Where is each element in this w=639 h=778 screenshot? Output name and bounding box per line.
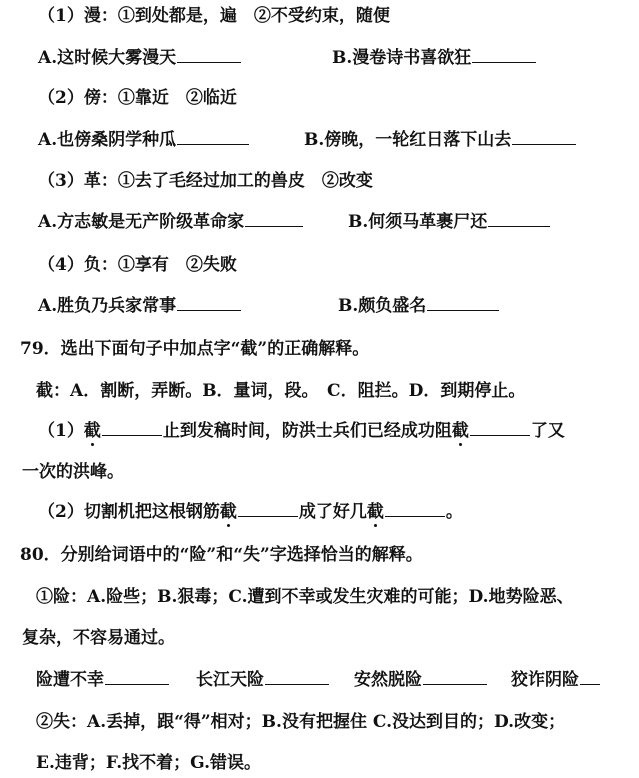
- option-text: A.这时候大雾漫天: [38, 48, 177, 68]
- word-text: 狡诈阴险: [511, 670, 579, 690]
- q80-xian-word-4: [511, 668, 601, 692]
- answer-blank[interactable]: [245, 225, 303, 227]
- dotted-character: 截: [83, 421, 101, 441]
- option-text: B.颇负盛名: [338, 296, 427, 316]
- option-text: A.也傍桑阴学种瓜: [38, 130, 177, 150]
- q80-shi-definitions-continued: E.违背；F.找不着；G.错误。: [36, 753, 261, 773]
- answer-blank[interactable]: [385, 515, 445, 517]
- q79-sentence1-continued: 一次的洪峰。: [22, 462, 124, 482]
- q79-sentence1: [38, 419, 565, 443]
- answer-blank[interactable]: [238, 515, 298, 517]
- answer-blank[interactable]: [470, 434, 530, 436]
- option-text: B.何须马革裹尸还: [348, 212, 488, 232]
- item-number: （1）: [38, 421, 84, 441]
- answer-blank[interactable]: [488, 225, 550, 227]
- answer-blank[interactable]: [265, 683, 329, 685]
- dotted-character: 截: [219, 502, 237, 522]
- q78-item3-definition: （3）革：①去了毛经过加工的兽皮 ②改变: [38, 171, 373, 191]
- answer-blank[interactable]: [105, 683, 169, 685]
- sentence-text: 成了好几: [298, 502, 367, 522]
- answer-blank[interactable]: [427, 309, 499, 311]
- q80-xian-definitions-continued: 复杂，不容易通过。: [22, 628, 175, 648]
- option-text: A.胜负乃兵家常事: [38, 296, 177, 316]
- answer-blank[interactable]: [512, 143, 576, 145]
- answer-blank[interactable]: [177, 143, 249, 145]
- q78-item4-option-b: [338, 294, 500, 318]
- answer-blank[interactable]: [472, 61, 536, 63]
- word-text: 安然脱险: [354, 670, 422, 690]
- sentence-text: 了又: [530, 421, 565, 441]
- dotted-character: 截: [366, 502, 384, 522]
- dotted-character: 截: [451, 421, 469, 441]
- q80-heading: 80．分别给词语中的“险”和“失”字选择恰当的解释。: [20, 545, 423, 565]
- sentence-text: 止到发稿时间，防洪士兵们已经成功阻: [162, 421, 452, 441]
- word-text: 险遭不幸: [36, 670, 104, 690]
- answer-blank[interactable]: [177, 61, 241, 63]
- q78-item4-option-a: [38, 294, 242, 318]
- option-text: B.傍晚，一轮红日落下山去: [304, 130, 512, 150]
- q78-item3-option-b: [348, 210, 551, 234]
- q80-xian-word-2: [196, 668, 330, 692]
- q78-item1-option-b: [332, 46, 537, 70]
- q78-item2-option-a: [38, 128, 250, 152]
- word-text: 长江天险: [196, 670, 264, 690]
- q78-item1-definition: （1）漫：①到处都是，遍 ②不受约束，随便: [38, 6, 390, 26]
- q80-xian-word-3: [354, 668, 488, 692]
- q79-sentence2: [38, 500, 463, 524]
- q78-item1-option-a: [38, 46, 242, 70]
- q80-shi-definitions: ②失：A.丢掉，跟“得”相对；B.没有把握住 C.没达到目的；D.改变；: [36, 712, 566, 732]
- q78-item3-option-a: [38, 210, 304, 234]
- answer-blank[interactable]: [423, 683, 487, 685]
- answer-blank[interactable]: [177, 309, 241, 311]
- answer-blank[interactable]: [580, 683, 600, 685]
- q80-xian-definitions: ①险：A.险些；B.狠毒；C.遭到不幸或发生灾难的可能；D.地势险恶、: [36, 587, 574, 607]
- answer-blank[interactable]: [102, 434, 162, 436]
- q79-heading: 79．选出下面句子中加点字“截”的正确解释。: [20, 339, 370, 359]
- option-text: B.漫卷诗书喜欲狂: [332, 48, 472, 68]
- q79-definitions: 截：A．割断，弄断。B．量词，段。 C．阻拦。D．到期停止。: [36, 381, 526, 401]
- sentence-text: （2）切割机把这根钢筋: [38, 502, 220, 522]
- option-text: A.方志敏是无产阶级革命家: [38, 212, 245, 232]
- q78-item2-definition: （2）傍：①靠近 ②临近: [38, 88, 237, 108]
- q78-item4-definition: （4）负：①享有 ②失败: [38, 255, 237, 275]
- q80-xian-word-1: [36, 668, 170, 692]
- sentence-text: 。: [445, 502, 463, 522]
- q78-item2-option-b: [304, 128, 577, 152]
